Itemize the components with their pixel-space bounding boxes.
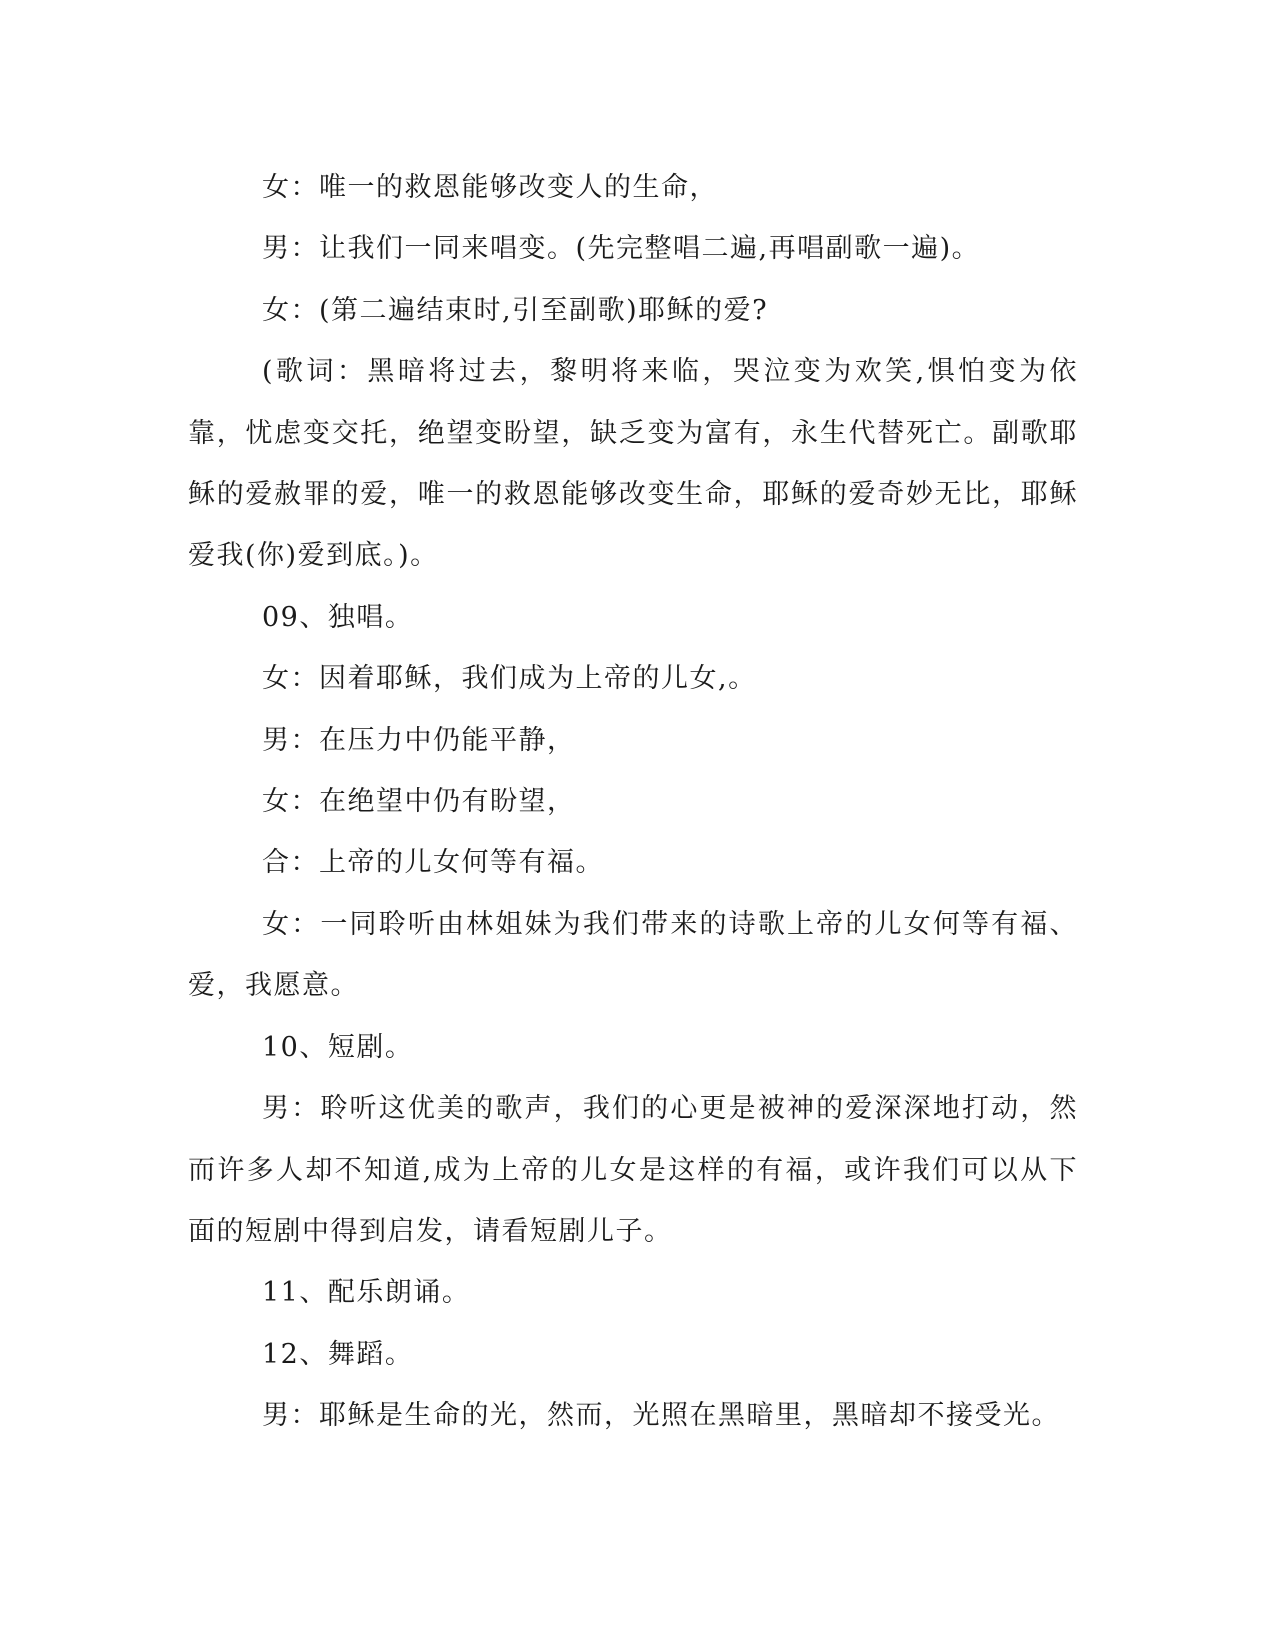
paragraph-6: 女：因着耶稣，我们成为上帝的儿女,。 bbox=[262, 663, 757, 695]
paragraph-7: 男：在压力中仍能平静， bbox=[262, 724, 576, 756]
paragraph-5: 09、独唱。 bbox=[262, 601, 414, 633]
paragraph-15: 男：耶稣是生命的光，然而，光照在黑暗里，黑暗却不接受光。 bbox=[262, 1400, 1060, 1432]
paragraph-4: (歌词：黑暗将过去，黎明将来临，哭泣变为欢笑,惧怕变为依靠，忧虑变交托，绝望变盼望，缺乏变为富有，永生代替死亡。副歌耶稣的爱赦罪的爱，唯一的救恩能够改变生命，耶稣的爱奇妙无比，耶稣爱我(你)爱到底。)。 bbox=[188, 356, 1078, 572]
paragraph-3: 女：(第二遍结束时,引至副歌)耶稣的爱? bbox=[262, 294, 769, 326]
paragraph-14: 12、舞蹈。 bbox=[262, 1338, 414, 1370]
paragraph-10: 女：一同聆听由林姐妹为我们带来的诗歌上帝的儿女何等有福、爱，我愿意。 bbox=[188, 908, 1078, 1002]
paragraph-2: 男：让我们一同来唱变。(先完整唱二遍,再唱副歌一遍)。 bbox=[262, 233, 981, 265]
document-body bbox=[188, 157, 1078, 1447]
paragraph-13: 11、配乐朗诵。 bbox=[262, 1277, 471, 1309]
paragraph-1: 女：唯一的救恩能够改变人的生命， bbox=[262, 172, 718, 203]
paragraph-8: 女：在绝望中仍有盼望， bbox=[262, 786, 576, 818]
paragraph-9: 合：上帝的儿女何等有福。 bbox=[262, 847, 604, 879]
paragraph-11: 10、短剧。 bbox=[262, 1031, 414, 1063]
paragraph-12: 男：聆听这优美的歌声，我们的心更是被神的爱深深地打动，然而许多人却不知道,成为上帝的儿女是这样的有福，或许我们可以从下面的短剧中得到启发，请看短剧儿子。 bbox=[188, 1093, 1078, 1247]
